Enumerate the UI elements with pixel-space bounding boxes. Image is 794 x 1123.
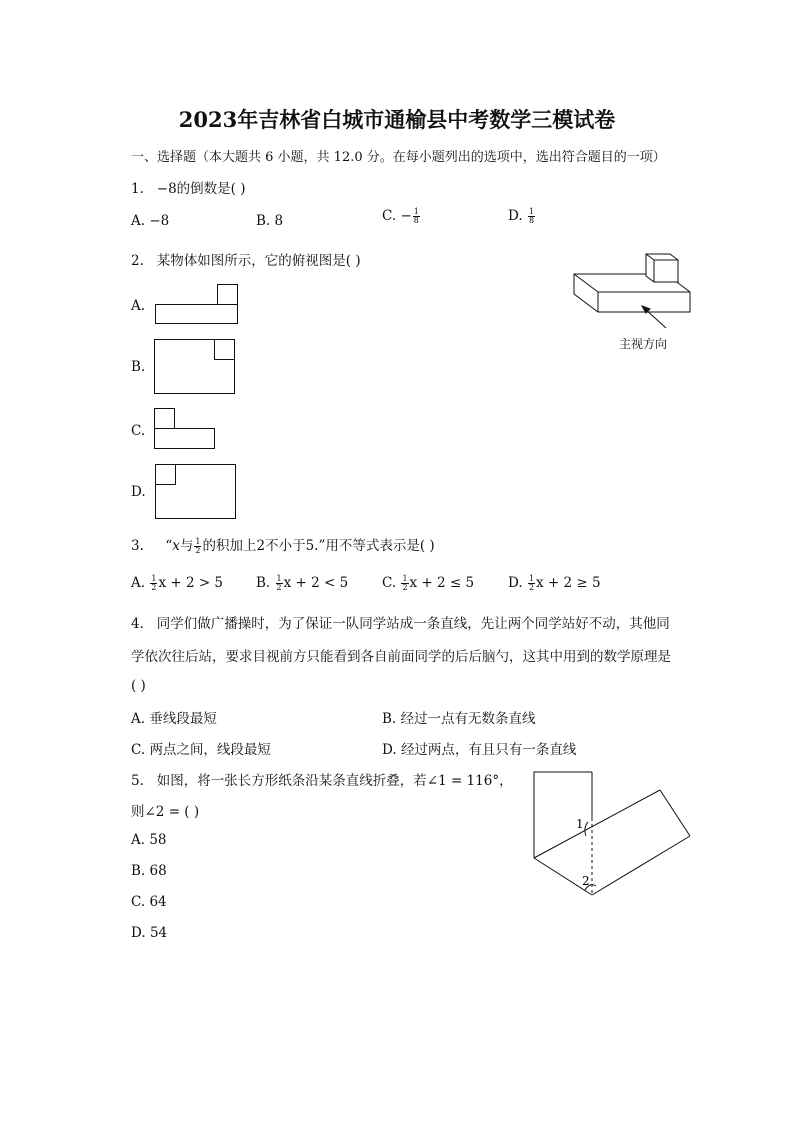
q5-folded-strip-figure — [530, 770, 695, 900]
question-1 — [131, 177, 246, 197]
page-title: 2023年吉林省白城市通榆县中考数学三模试卷 — [178, 107, 616, 132]
question-stem: 某物体如图所示，它的俯视图是( ) — [156, 253, 361, 269]
question-number: 3. — [131, 538, 144, 554]
viewing-direction-caption: 主视方向 — [619, 337, 668, 351]
fraction: $\frac{1}{8}$ — [528, 207, 535, 225]
q2-option-d-figure — [155, 464, 239, 520]
question-5: 5. 如图，将一张长方形纸条沿某条直线折叠，若∠1 = 116°， — [131, 773, 513, 789]
fraction: $\frac{1}{2}$ — [195, 537, 201, 555]
question-2 — [131, 249, 361, 269]
angle-2-label: 2 — [582, 874, 590, 888]
fraction: $\frac{1}{2}$ — [276, 574, 282, 592]
angle-1-label: 1 — [576, 817, 584, 831]
q1-option-b[interactable]: B. 8 — [256, 213, 284, 229]
q2-option-b[interactable]: B. — [131, 359, 146, 375]
q5-option-d[interactable]: D. 54 — [131, 925, 168, 941]
question-stem: −8的倒数是( ) — [156, 181, 246, 197]
q2-option-b-figure — [154, 339, 238, 395]
q2-option-c[interactable]: C. — [131, 423, 146, 439]
question-number: 5. — [131, 773, 144, 789]
question-4-line3: ( ) — [131, 678, 146, 694]
q5-option-a[interactable]: A. 58 — [131, 832, 167, 848]
q1-option-c[interactable]: C. − $\frac{1}{8}$ — [382, 207, 419, 225]
q5-option-b[interactable]: B. 68 — [131, 863, 167, 879]
fraction: $\frac{1}{2}$ — [151, 574, 157, 592]
q5-option-c[interactable]: C. 64 — [131, 894, 167, 910]
q3-option-b[interactable]: B. $\frac{1}{2}$ x + 2 < 5 — [256, 574, 349, 592]
question-4: 4. 同学们做广播操时，为了保证一队同学站成一条直线，先让两个同学站好不动，其他同 — [131, 616, 670, 632]
q2-option-a-figure — [155, 284, 240, 326]
q4-option-d[interactable]: D. 经过两点，有且只有一条直线 — [382, 742, 577, 758]
q3-option-d[interactable]: D. $\frac{1}{2}$ x + 2 ≥ 5 — [508, 574, 601, 592]
question-4-line2: 学依次往后站，要求目视前方只能看到各自前面同学的后后脑勺，这其中用到的数学原理是 — [131, 649, 671, 665]
q1-option-d[interactable]: D. $\frac{1}{8}$ — [508, 207, 535, 225]
question-number: 4. — [131, 616, 144, 632]
q2-option-a[interactable]: A. — [131, 298, 146, 314]
section-heading: 一、选择题（本大题共 6 小题，共 12.0 分。在每小题列出的选项中，选出符合题目的一项） — [131, 150, 666, 165]
q3-option-a[interactable]: A. $\frac{1}{2}$ x + 2 > 5 — [131, 574, 224, 592]
q3-option-c[interactable]: C. $\frac{1}{2}$ x + 2 ≤ 5 — [382, 574, 475, 592]
q4-option-a[interactable]: A. 垂线段最短 — [131, 711, 217, 727]
question-number: 1. — [131, 181, 144, 197]
q2-option-d[interactable]: D. — [131, 484, 146, 500]
question-5-line2: 则∠2 = ( ) — [131, 804, 200, 820]
q4-option-b[interactable]: B. 经过一点有无数条直线 — [382, 711, 536, 727]
question-3: 3. “x与 $\frac{1}{2}$ 的积加上2不小于5.”用不等式表示是( ) — [131, 537, 435, 555]
fraction: $\frac{1}{2}$ — [402, 574, 408, 592]
q2-option-c-figure — [154, 408, 218, 452]
q4-option-c[interactable]: C. 两点之间，线段最短 — [131, 742, 271, 758]
fraction: $\frac{1}{2}$ — [528, 574, 535, 592]
question-number: 2. — [131, 253, 144, 269]
fraction: $\frac{1}{8}$ — [413, 207, 419, 225]
q1-option-a[interactable]: A. −8 — [131, 213, 170, 229]
